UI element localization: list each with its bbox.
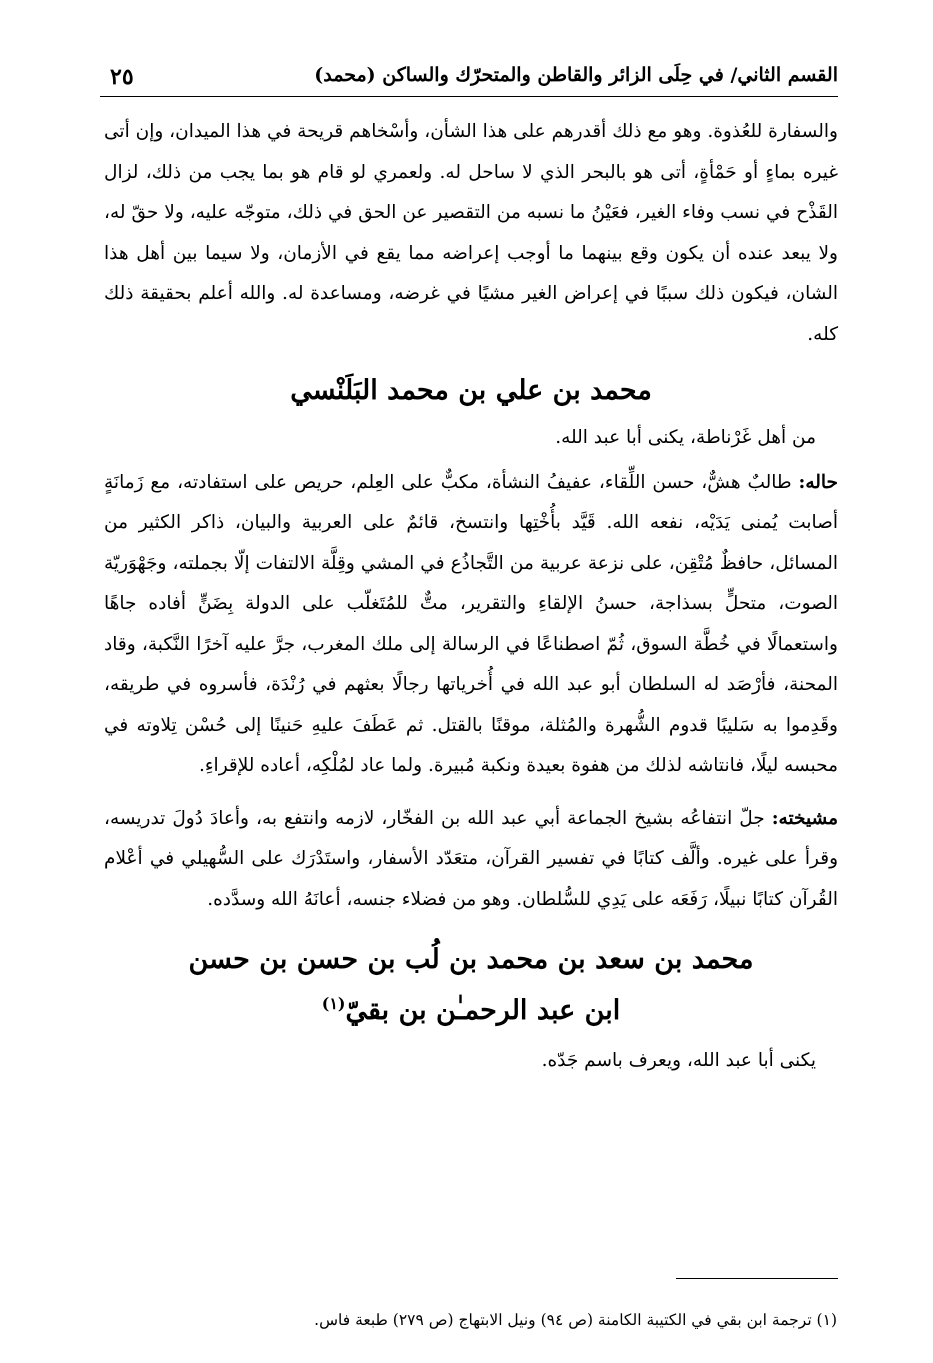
entry-intro-2: يكنى أبا عبد الله، ويعرف باسم جَدّه. <box>541 1050 816 1071</box>
entry-intro: من أهل غَرْناطة، يكنى أبا عبد الله. <box>555 427 816 448</box>
footnote-divider <box>676 1278 838 1279</box>
footnote: (١) ترجمة ابن بقي في الكتيبة الكامنة (ص ٩٤) ونيل الابتهاج (ص ٢٧٩) طبعة فاس. <box>314 1310 837 1329</box>
entry-heading: محمد بن علي بن محمد البَلَنْسي <box>290 375 652 406</box>
hal-label: حاله: <box>798 471 838 493</box>
running-title: القسم الثاني/ في حِلَى الزائر والقاطن والمتحرّك والساكن (محمد) <box>314 64 838 86</box>
footnote-marker: (١) <box>321 994 346 1013</box>
mashyakha-label: مشيخته: <box>771 807 838 829</box>
continued-paragraph: والسفارة للعُذوة. وهو مع ذلك أقدرهم على هذا الشأن، وأسْخاهم قريحة في هذا الميدان، وإن أتى غيره بماءٍ أو حَمْأةٍ، أتى هو بالبحر الذي لا ساحل له. ولعمري لو قام هو بما يجب من ذلك، لزال القَذْح في نسب وفاء الغير، فعَيْنُ ما نسبه من التقصير عن الحق في ذلك، متوجّه عليه، ولا حقّ له، ولا يبعد عنده أن يكون وقع بينهما ما أوجب إعراضه مما يقع في الأزمان، ولا سيما بين أهل هذا الشان، فيكون ذلك سببًا في إعراض الغير مشيًا في غرضه، ومساعدة له. والله أعلم بحقيقة ذلك كله. <box>104 121 838 345</box>
entry-heading-2-line2: ابن عبد الرحمـٰن بن بقيّ <box>345 995 621 1026</box>
mashyakha-text: جلّ انتفاعُه بشيخ الجماعة أبي عبد الله بن الفخّار، لازمه وانتفع به، وأعادَ دُولَ تدريسه، وقرأ على غيره. وألَّف كتابًا في تفسير القرآن، متعَدّد الأسفار، واستَدْرَك على السُّهيلي في أعْلام القُرآن كتابًا نبيلًا، رَفَعَه على يَدِي للسُّلطان. وهو من فضلاء جنسه، أعانَهُ الله وسدَّده. <box>104 807 838 910</box>
hal-section <box>104 463 838 787</box>
entry-heading-2 <box>104 938 838 1033</box>
page-body <box>104 112 838 1082</box>
entry-heading-2-line1: محمد بن سعد بن محمد بن لُب بن حسن بن حسن <box>188 944 754 975</box>
running-header <box>100 58 838 97</box>
hal-text: طالبٌ هشٌّ، حسن اللِّقاء، عفيفُ النشأة، مكبٌّ على العِلم، حريص على استفادته، مع زَمانَةٍ أصابت يُمنى يَدَيْه، نفعه الله. قَيَّد بأُخْتِها وانتسخ، قائمٌ على العربية والبيان، ذاكر الكثير من المسائل، حافظٌ مُتْقِن، على نزعة عربية من التَّجاذُع في المشي وقِلَّة الالتفات إلّا بجملته، وجَهْوَريّة الصوت، متحلٍّ بسذاجة، حسنُ الإلقاءِ والتقرير، متٌّ للمُتَغلّب على الدولة بِضَنٍّ أفاده جاهًا واستعمالًا في خُطَّة السوق، ثُمّ اصطناعًا في الرسالة إلى ملك المغرب، جرَّ عليه آخرًا النَّكبة، وقاد المحنة، فأرْصَد له السلطان أبو عبد الله في أُخرياتها رجالًا بعثهم في رُنْدَة، فأسروه في طريقه، وقَدِموا به سَليبًا قدوم الشُّهرة والمُثلة، موقنًا بالقتل. ثم عَطَفَ عليهِ حَنينًا إلى حُسْن تِلاوته في محبسه ليلًا، فانتاشه لذلك من هفوة بعيدة ونكبة مُبيرة. ولما عاد لمُلْكِه، أعاده للإقراءِ. <box>104 471 838 776</box>
page-number: ٢٥ <box>110 64 134 90</box>
mashyakha-section <box>104 799 838 921</box>
